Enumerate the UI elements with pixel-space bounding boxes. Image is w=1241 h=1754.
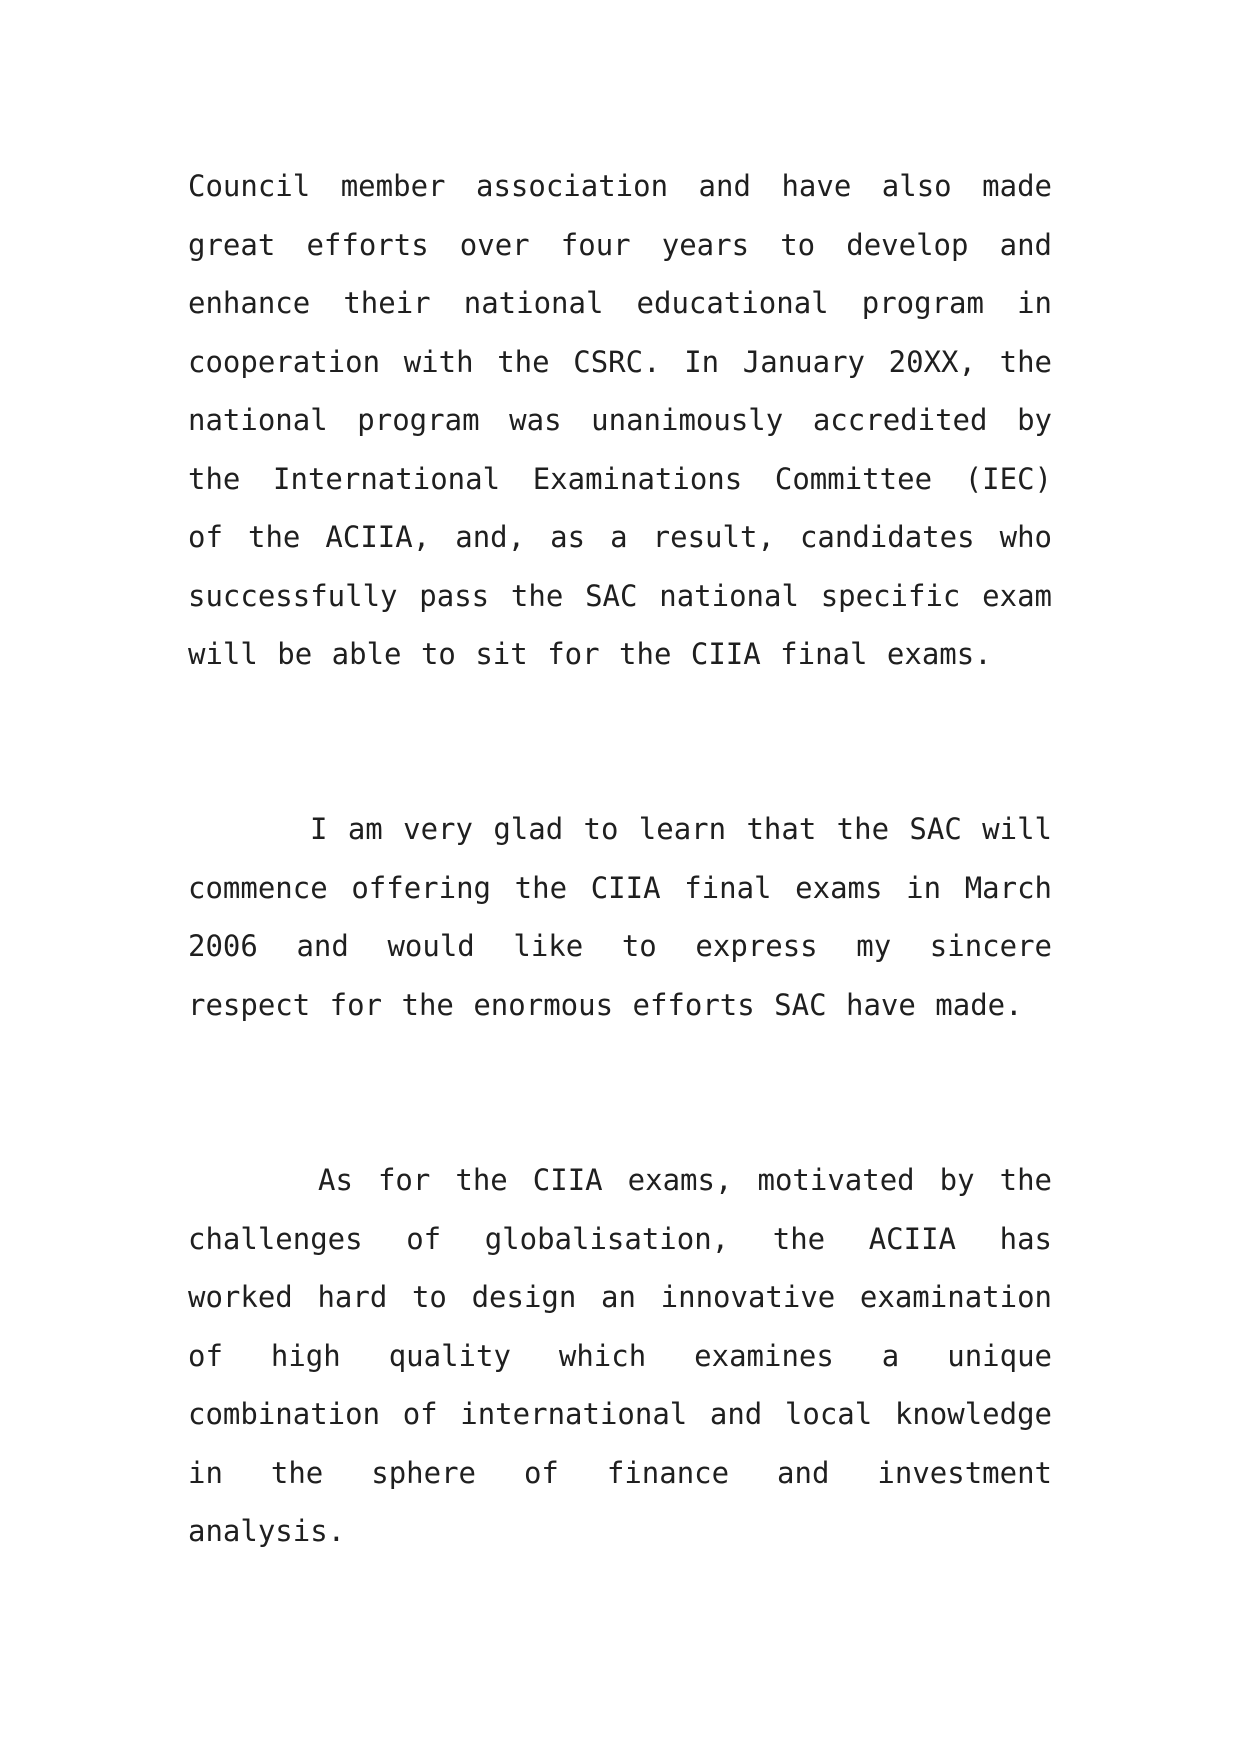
paragraph-continuation: Council member association and have also made great efforts over four years to develop and enhance their national educational program in cooperation with the CSRC. In January 20XX, the national program was unanimously accredited by the International Examinations Committee (IEC) of the ACIIA, and, as a result, candidates who successfully pass the SAC national specific exam will be able to sit for the CIIA final exams. <box>188 169 1052 671</box>
paragraph-ciia-exams: As for the CIIA exams, motivated by the challenges of globalisation, the ACIIA has worked hard to design an innovative examination of high quality which examines a unique combination of international and local knowledge in the sphere of finance and investment analysis. <box>188 1163 1052 1548</box>
paragraph-sac-final-exams: I am very glad to learn that the SAC will commence offering the CIIA final exams in March 2006 and would like to express my sincere respect for the enormous efforts SAC have made. <box>188 812 1052 1022</box>
